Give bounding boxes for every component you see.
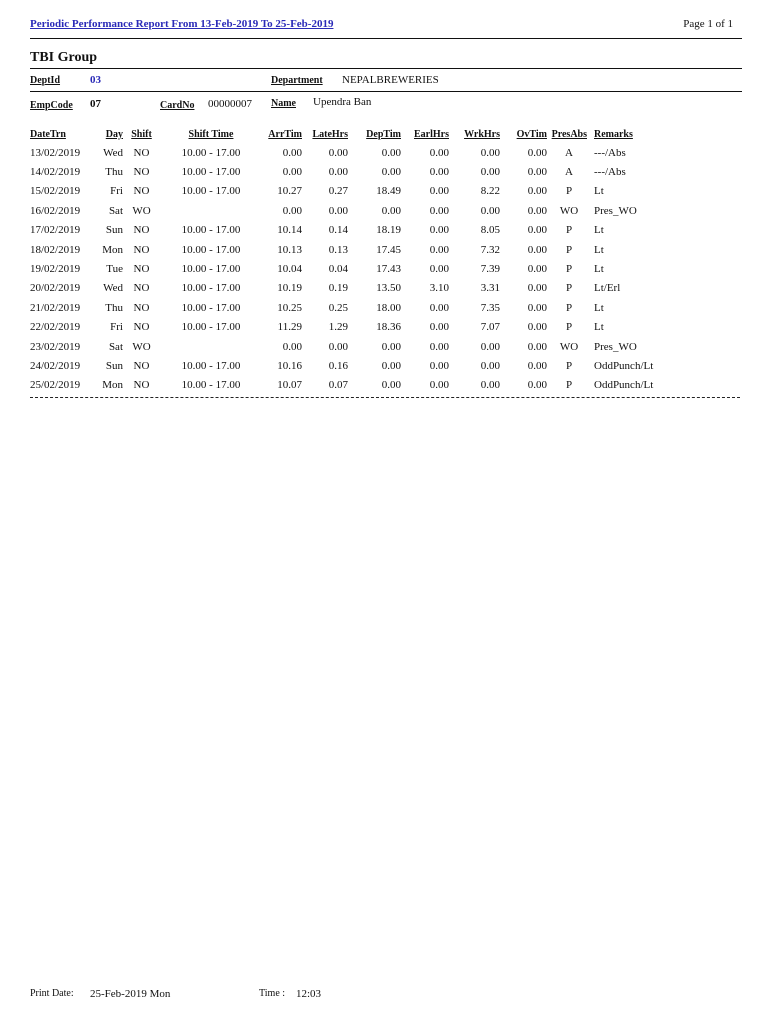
cell-arrtim: 0.00: [282, 166, 302, 179]
cell-shift-time: 10.00 - 17.00: [181, 243, 241, 256]
dept-divider: [30, 91, 742, 92]
cell-ovtim: 0.00: [527, 301, 547, 314]
cell-deptim: 17.43: [376, 263, 401, 276]
col-header-remarks: Remarks: [594, 128, 633, 140]
cell-wrkhrs: 7.07: [480, 321, 500, 334]
cell-deptim: 13.50: [376, 282, 401, 295]
table-row: [30, 221, 697, 240]
cell-deptim: 0.00: [381, 359, 401, 372]
cell-latehrs: 0.00: [328, 146, 348, 159]
cell-wrkhrs: 0.00: [480, 340, 500, 353]
cell-presabs: P: [565, 185, 573, 198]
cell-shift-time: 10.00 - 17.00: [181, 301, 241, 314]
cell-presabs: WO: [559, 340, 579, 353]
cell-shift: NO: [133, 379, 150, 392]
col-header-latehrs: LateHrs: [312, 128, 348, 140]
cell-arrtim: 10.14: [277, 224, 302, 237]
cell-date: 17/02/2019: [30, 224, 81, 237]
name-value: Upendra Ban: [313, 96, 372, 108]
cell-presabs: A: [565, 146, 573, 159]
cell-day: Sun: [105, 224, 123, 237]
cell-latehrs: 1.29: [328, 321, 348, 334]
department-label: Department: [271, 75, 323, 86]
print-date-label: Print Date:: [30, 988, 74, 999]
report-title-link[interactable]: Periodic Performance Report From 13-Feb-2019 To 25-Feb-2019: [30, 18, 334, 30]
cell-latehrs: 0.07: [328, 379, 348, 392]
cell-date: 23/02/2019: [30, 340, 81, 353]
cell-latehrs: 0.27: [328, 185, 348, 198]
cell-ovtim: 0.00: [527, 243, 547, 256]
cell-shift: NO: [133, 301, 150, 314]
cell-deptim: 0.00: [381, 379, 401, 392]
cell-shift: NO: [133, 146, 150, 159]
cell-remarks: OddPunch/Lt: [594, 379, 654, 392]
cell-day: Sun: [105, 359, 123, 372]
cell-arrtim: 0.00: [282, 340, 302, 353]
cell-deptim: 0.00: [381, 204, 401, 217]
cell-ovtim: 0.00: [527, 340, 547, 353]
cell-latehrs: 0.16: [328, 359, 348, 372]
cell-shift-time: 10.00 - 17.00: [181, 263, 241, 276]
cell-day: Sat: [108, 204, 123, 217]
cell-remarks: Lt: [594, 243, 604, 256]
cell-remarks: ---/Abs: [594, 146, 626, 159]
cell-date: 15/02/2019: [30, 185, 81, 198]
cell-shift-time: [160, 201, 262, 220]
cell-shift: NO: [133, 282, 150, 295]
cell-remarks: Lt: [594, 263, 604, 276]
cell-deptim: 0.00: [381, 146, 401, 159]
table-row: [30, 201, 697, 220]
cell-presabs: P: [565, 243, 573, 256]
cell-wrkhrs: 0.00: [480, 204, 500, 217]
cell-day: Mon: [102, 243, 123, 256]
cell-arrtim: 10.19: [277, 282, 302, 295]
table-row: [30, 376, 697, 395]
cell-earlhrs: 0.00: [429, 204, 449, 217]
cell-earlhrs: 0.00: [429, 243, 449, 256]
table-row: [30, 318, 697, 337]
cardno-label: CardNo: [160, 100, 195, 111]
table-row: [30, 298, 697, 317]
col-header-wrkhrs: WrkHrs: [464, 128, 500, 140]
cell-shift: WO: [132, 204, 151, 217]
cell-latehrs: 0.00: [328, 166, 348, 179]
col-header-earlhrs: EarlHrs: [414, 128, 449, 140]
cell-presabs: P: [565, 282, 573, 295]
cell-shift-time: 10.00 - 17.00: [181, 224, 241, 237]
table-row: [30, 182, 697, 201]
cell-earlhrs: 0.00: [429, 321, 449, 334]
cell-earlhrs: 0.00: [429, 340, 449, 353]
cell-date: 19/02/2019: [30, 263, 81, 276]
table-row: [30, 356, 697, 375]
attendance-table: [30, 125, 697, 395]
cell-remarks: Lt/Erl: [594, 282, 621, 295]
cell-wrkhrs: 7.32: [480, 243, 500, 256]
cell-deptim: 0.00: [381, 166, 401, 179]
cell-shift: NO: [133, 359, 150, 372]
col-header-arrtim: ArrTim: [268, 128, 302, 140]
cell-latehrs: 0.19: [328, 282, 348, 295]
cell-date: 16/02/2019: [30, 204, 81, 217]
cell-shift: NO: [133, 185, 150, 198]
cell-wrkhrs: 8.05: [480, 224, 500, 237]
cell-arrtim: 10.16: [277, 359, 302, 372]
cell-shift-time: 10.00 - 17.00: [181, 146, 241, 159]
cell-shift-time: [160, 337, 262, 356]
cell-day: Fri: [110, 185, 123, 198]
cell-arrtim: 10.07: [277, 379, 302, 392]
cell-arrtim: 10.04: [277, 263, 302, 276]
table-row: [30, 162, 697, 181]
cell-wrkhrs: 0.00: [480, 359, 500, 372]
cell-arrtim: 10.13: [277, 243, 302, 256]
cell-day: Fri: [110, 321, 123, 334]
cell-day: Wed: [103, 282, 123, 295]
deptid-value: 03: [90, 74, 101, 86]
cell-day: Thu: [105, 166, 123, 179]
col-header-ovtim: OvTim: [516, 128, 547, 140]
cell-date: 21/02/2019: [30, 301, 81, 314]
cell-presabs: P: [565, 321, 573, 334]
cell-arrtim: 0.00: [282, 204, 302, 217]
cell-remarks: Lt: [594, 301, 604, 314]
col-header-deptim: DepTim: [366, 128, 401, 140]
cell-remarks: Pres_WO: [594, 340, 637, 353]
cell-wrkhrs: 8.22: [480, 185, 500, 198]
cell-wrkhrs: 0.00: [480, 379, 500, 392]
col-header-datetrn: DateTrn: [30, 128, 66, 140]
cell-presabs: A: [565, 166, 573, 179]
cell-arrtim: 0.00: [282, 146, 302, 159]
cell-shift-time: 10.00 - 17.00: [181, 359, 241, 372]
cell-presabs: WO: [559, 204, 579, 217]
cell-earlhrs: 0.00: [429, 263, 449, 276]
cell-day: Thu: [105, 301, 123, 314]
header-divider: [30, 38, 742, 39]
cell-shift: WO: [132, 340, 151, 353]
company-divider: [30, 68, 742, 69]
cell-deptim: 18.49: [376, 185, 401, 198]
cell-ovtim: 0.00: [527, 204, 547, 217]
cell-deptim: 18.19: [376, 224, 401, 237]
end-of-report-divider: [30, 397, 740, 398]
col-header-day: Day: [105, 128, 123, 140]
name-label: Name: [271, 98, 296, 109]
cell-ovtim: 0.00: [527, 146, 547, 159]
cell-wrkhrs: 7.35: [480, 301, 500, 314]
cell-date: 22/02/2019: [30, 321, 81, 334]
time-value: 12:03: [296, 988, 322, 1000]
cell-earlhrs: 0.00: [429, 301, 449, 314]
empcode-label: EmpCode: [30, 100, 73, 111]
cell-ovtim: 0.00: [527, 321, 547, 334]
cell-ovtim: 0.00: [527, 359, 547, 372]
cell-latehrs: 0.25: [328, 301, 348, 314]
cell-remarks: ---/Abs: [594, 166, 626, 179]
cell-deptim: 18.36: [376, 321, 401, 334]
cell-date: 24/02/2019: [30, 359, 81, 372]
cell-shift: NO: [133, 263, 150, 276]
cell-shift-time: 10.00 - 17.00: [181, 166, 241, 179]
cell-ovtim: 0.00: [527, 185, 547, 198]
table-row: [30, 259, 697, 278]
cardno-value: 00000007: [208, 98, 252, 110]
cell-earlhrs: 0.00: [429, 379, 449, 392]
cell-presabs: P: [565, 359, 573, 372]
cell-remarks: OddPunch/Lt: [594, 359, 654, 372]
cell-wrkhrs: 0.00: [480, 166, 500, 179]
table-row: [30, 337, 697, 356]
cell-earlhrs: 0.00: [429, 146, 449, 159]
cell-ovtim: 0.00: [527, 282, 547, 295]
cell-latehrs: 0.04: [328, 263, 348, 276]
cell-arrtim: 10.27: [277, 185, 302, 198]
cell-shift: NO: [133, 166, 150, 179]
cell-wrkhrs: 7.39: [480, 263, 500, 276]
cell-day: Tue: [106, 263, 123, 276]
empcode-value: 07: [90, 98, 101, 110]
cell-earlhrs: 0.00: [429, 166, 449, 179]
cell-arrtim: 10.25: [277, 301, 302, 314]
col-header-shift-time: Shift Time: [188, 128, 234, 140]
cell-day: Wed: [103, 146, 123, 159]
cell-latehrs: 0.00: [328, 340, 348, 353]
cell-remarks: Lt: [594, 224, 604, 237]
cell-shift-time: 10.00 - 17.00: [181, 282, 241, 295]
cell-remarks: Lt: [594, 185, 604, 198]
col-header-presabs: PresAbs: [551, 128, 587, 140]
cell-deptim: 0.00: [381, 340, 401, 353]
cell-date: 18/02/2019: [30, 243, 81, 256]
cell-shift: NO: [133, 243, 150, 256]
cell-deptim: 17.45: [376, 243, 401, 256]
department-value: NEPALBREWERIES: [342, 74, 439, 86]
table-header-row: [30, 125, 697, 143]
cell-day: Sat: [108, 340, 123, 353]
cell-earlhrs: 0.00: [429, 224, 449, 237]
cell-wrkhrs: 3.31: [480, 282, 500, 295]
cell-deptim: 18.00: [376, 301, 401, 314]
time-label: Time :: [259, 988, 286, 999]
cell-date: 14/02/2019: [30, 166, 81, 179]
cell-date: 25/02/2019: [30, 379, 81, 392]
cell-earlhrs: 3.10: [429, 282, 449, 295]
cell-date: 20/02/2019: [30, 282, 81, 295]
cell-latehrs: 0.14: [328, 224, 348, 237]
table-row: [30, 279, 697, 298]
page-number: Page 1 of 1: [683, 18, 733, 30]
cell-presabs: P: [565, 301, 573, 314]
cell-ovtim: 0.00: [527, 166, 547, 179]
cell-ovtim: 0.00: [527, 224, 547, 237]
cell-day: Mon: [102, 379, 123, 392]
cell-remarks: Pres_WO: [594, 204, 637, 217]
cell-ovtim: 0.00: [527, 379, 547, 392]
cell-presabs: P: [565, 263, 573, 276]
cell-arrtim: 11.29: [277, 321, 302, 334]
deptid-label: DeptId: [30, 75, 61, 86]
cell-presabs: P: [565, 379, 573, 392]
table-row: [30, 240, 697, 259]
cell-earlhrs: 0.00: [429, 359, 449, 372]
print-date-value: 25-Feb-2019 Mon: [90, 988, 171, 1000]
cell-presabs: P: [565, 224, 573, 237]
cell-ovtim: 0.00: [527, 263, 547, 276]
company-name: TBI Group: [30, 50, 98, 65]
cell-date: 13/02/2019: [30, 146, 81, 159]
col-header-shift: Shift: [131, 128, 152, 140]
cell-shift-time: 10.00 - 17.00: [181, 321, 241, 334]
cell-shift: NO: [133, 321, 150, 334]
cell-shift: NO: [133, 224, 150, 237]
cell-shift-time: 10.00 - 17.00: [181, 185, 241, 198]
cell-earlhrs: 0.00: [429, 185, 449, 198]
cell-latehrs: 0.13: [328, 243, 348, 256]
table-row: [30, 143, 697, 162]
cell-latehrs: 0.00: [328, 204, 348, 217]
cell-shift-time: 10.00 - 17.00: [181, 379, 241, 392]
cell-remarks: Lt: [594, 321, 604, 334]
cell-wrkhrs: 0.00: [480, 146, 500, 159]
